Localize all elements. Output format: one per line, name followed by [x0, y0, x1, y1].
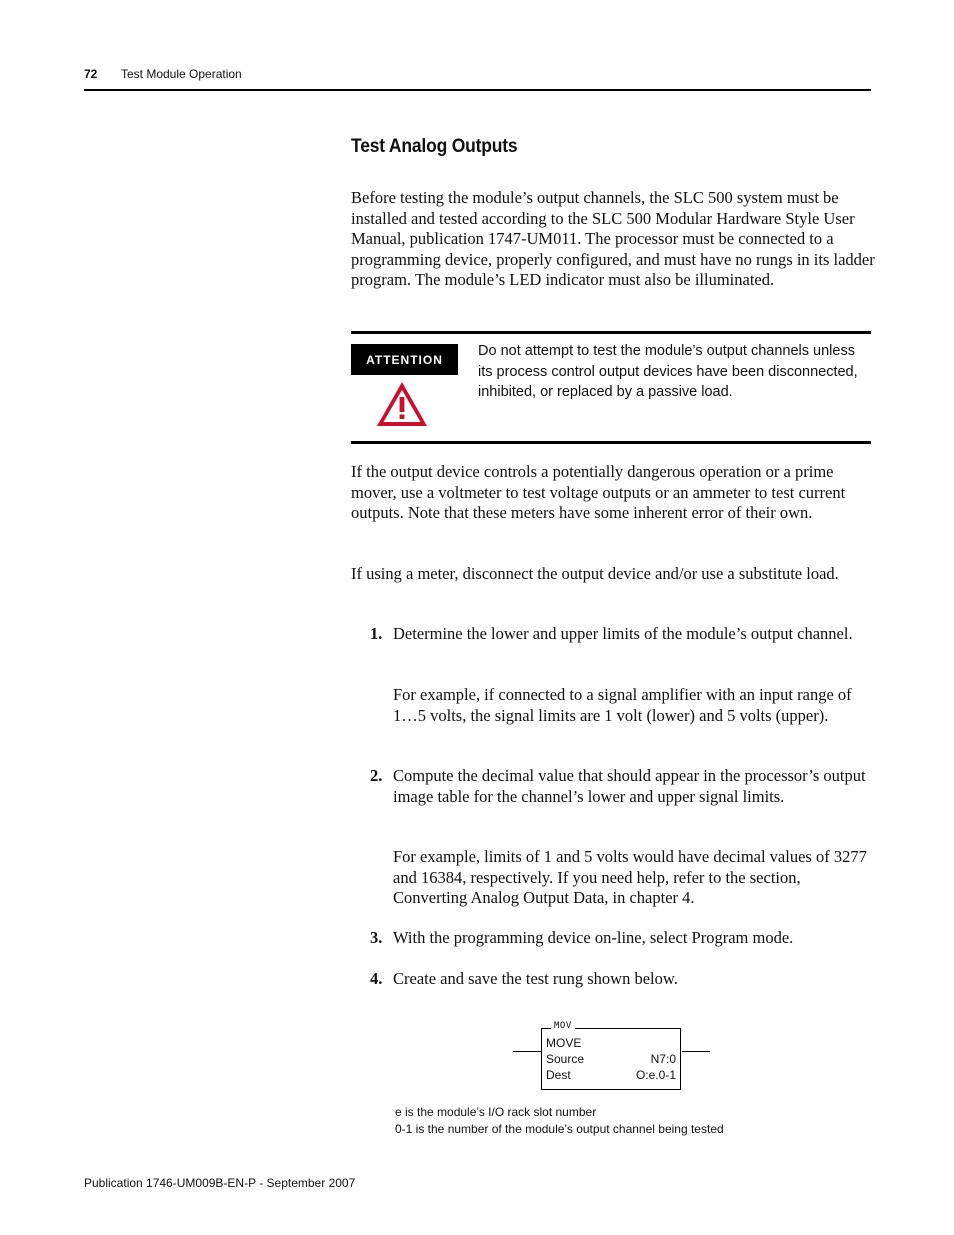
section-heading: Test Analog Outputs — [351, 136, 518, 157]
running-header-title: Test Module Operation — [121, 67, 242, 81]
warning-triangle-icon — [374, 379, 430, 429]
page-number: 72 — [84, 67, 98, 81]
attention-badge-label: ATTENTION — [366, 352, 443, 367]
mov-dest-label: Dest — [546, 1068, 571, 1082]
step-1-example — [351, 685, 871, 747]
step-text: With the programming device on-line, select Program mode. — [393, 928, 794, 947]
mov-source-value: N7:0 — [650, 1052, 676, 1066]
step-text: Determine the lower and upper limits of the module’s output channel. — [393, 624, 853, 643]
attention-badge — [351, 344, 458, 375]
rung-right-rail — [682, 1051, 710, 1052]
intro-paragraph: Before testing the module’s output channels, the SLC 500 system must be installed and tested according to the SLC 500 Modular Hardware Style User Manual, publication 1747-UM011. The processor must be connected to a programming device, properly configured, and must have no rungs in its ladder program. The module’s LED indicator must also be illuminated. — [351, 188, 875, 289]
mov-source-label: Source — [546, 1052, 585, 1066]
step-number: 1. — [370, 624, 383, 643]
publication-footer: Publication 1746-UM009B-EN-P - September 2007 — [84, 1176, 356, 1190]
step-1 — [351, 624, 871, 666]
mov-instruction-tag: MOV — [551, 1021, 575, 1031]
step-example: For example, if connected to a signal amplifier with an input range of 1…5 volts, the signal limits are 1 volt (lower) and 5 volts (upper). — [393, 685, 852, 725]
attention-top-rule — [351, 331, 871, 334]
step-3 — [351, 928, 871, 950]
mov-dest-value: O:e.0-1 — [635, 1068, 676, 1082]
step-number: 3. — [370, 928, 383, 947]
meter-paragraph: If using a meter, disconnect the output device and/or use a substitute load. — [351, 564, 839, 583]
step-example: For example, limits of 1 and 5 volts would have decimal values of 3277 and 16384, respectively. If you need help, refer to the section, Converting Analog Output Data, in chapter 4. — [393, 847, 867, 907]
step-number: 2. — [370, 766, 383, 785]
step-text: Compute the decimal value that should appear in the processor’s output image table for the channel’s lower and upper signal limits. — [393, 766, 866, 806]
rung-note: e is the module’s I/O rack slot number — [395, 1105, 597, 1119]
attention-text: Do not attempt to test the module’s output channels unless its process control output devices have been disconnected, inhibited, or replaced by a passive load. — [478, 343, 858, 400]
mov-title: MOVE — [546, 1036, 582, 1050]
step-2 — [351, 766, 871, 828]
attention-bottom-rule — [351, 441, 871, 444]
step-text: Create and save the test rung shown below. — [393, 969, 678, 988]
step-2-example — [351, 847, 871, 909]
step-number: 4. — [370, 969, 383, 988]
rung-note: 0-1 is the number of the module’s output channel being tested — [395, 1122, 724, 1136]
header-rule — [84, 89, 871, 91]
step-4 — [351, 969, 871, 991]
rung-left-rail — [513, 1051, 541, 1052]
danger-paragraph: If the output device controls a potentially dangerous operation or a prime mover, use a voltmeter to test voltage outputs or an ammeter to test current outputs. Note that these meters have some inherent error of their own. — [351, 462, 846, 522]
